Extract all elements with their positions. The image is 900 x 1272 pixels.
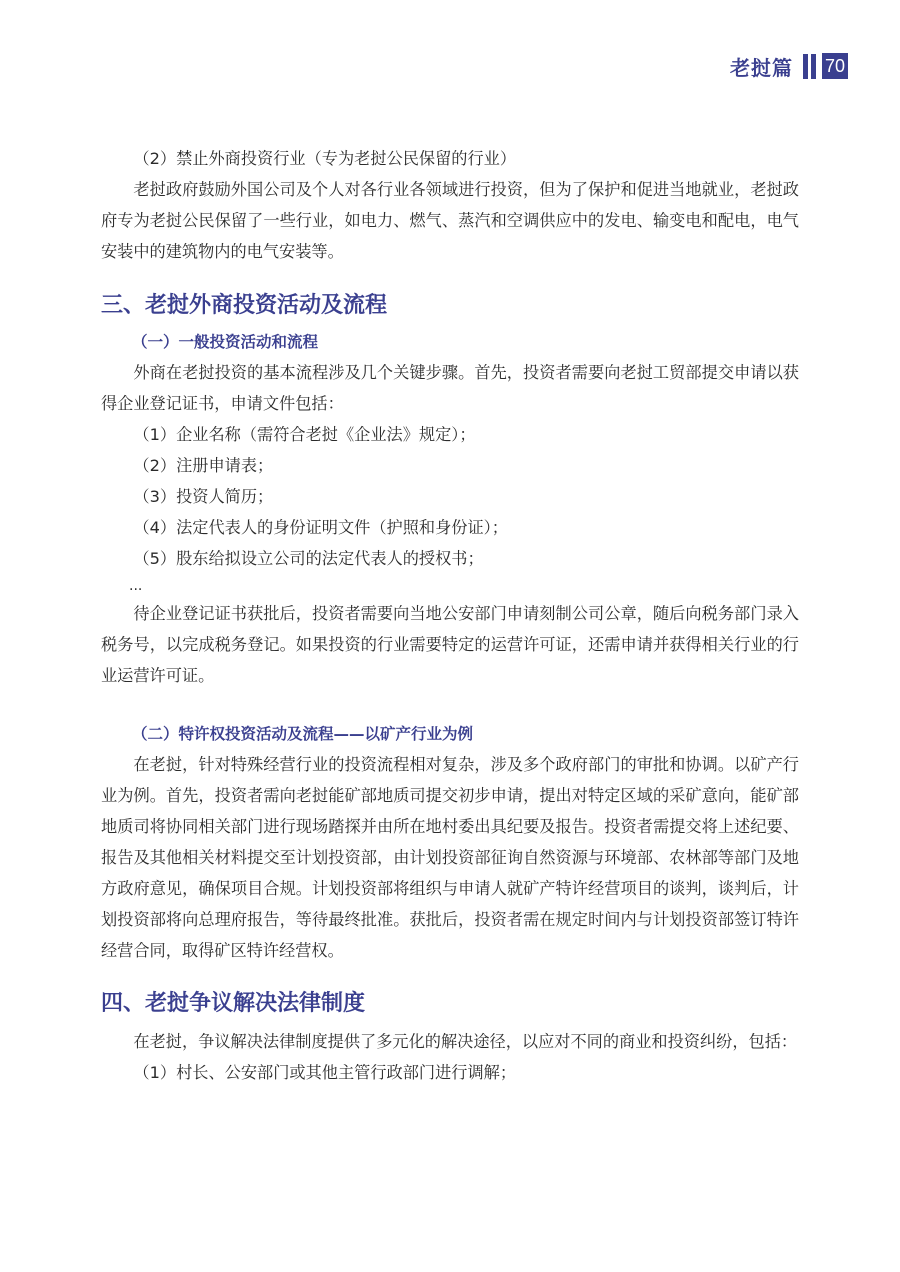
header-decoration [803, 54, 819, 79]
chapter-title: 老挝篇 [729, 55, 793, 80]
prohibited-industries-subtitle: （2）禁止外商投资行业（专为老挝公民保留的行业） [133, 149, 517, 168]
list-item: （5）股东给拟设立公司的法定代表人的授权书； [133, 549, 484, 568]
paragraph: 外商在老挝投资的基本流程涉及几个关键步骤。首先，投资者需要向老挝工贸部提交申请以获得企业登记证书，申请文件包括： [101, 363, 799, 413]
list-item: （1）村长、公安部门或其他主管行政部门进行调解； [133, 1063, 517, 1082]
list-item: （1）企业名称（需符合老挝《企业法》规定）； [133, 425, 476, 444]
page-number: 70 [822, 53, 848, 79]
page-header [730, 51, 848, 81]
subsection-heading: （一）一般投资活动和流程 [132, 333, 319, 351]
list-item: （2）注册申请表； [133, 456, 274, 475]
page-body [101, 143, 799, 1088]
paragraph: 老挝政府鼓励外国公司及个人对各行业各领域进行投资，但为了保护和促进当地就业，老挝政府专为老挝公民保留了一些行业，如电力、燃气、蒸汽和空调供应中的发电、输变电和配电，电气安装中的建筑物内的电气安装等。 [101, 180, 799, 261]
paragraph: 在老挝，争议解决法律制度提供了多元化的解决途径，以应对不同的商业和投资纠纷，包括： [133, 1032, 798, 1051]
subsection-heading: （二）特许权投资活动及流程——以矿产行业为例 [132, 725, 474, 743]
list-item: （4）法定代表人的身份证明文件（护照和身份证）； [133, 518, 508, 537]
list-item: （3）投资人简历； [133, 487, 274, 506]
header-bar [811, 54, 816, 79]
ellipsis: ... [129, 578, 143, 594]
paragraph: 待企业登记证书获批后，投资者需要向当地公安部门申请刻制公司公章，随后向税务部门录入税务号，以完成税务登记。如果投资的行业需要特定的运营许可证，还需申请并获得相关行业的行业运营许可证。 [101, 604, 799, 685]
paragraph: 在老挝，针对特殊经营行业的投资流程相对复杂，涉及多个政府部门的审批和协调。以矿产行业为例。首先，投资者需向老挝能矿部地质司提交初步申请，提出对特定区域的采矿意向，能矿部地质司将协同相关部门进行现场踏探并由所在地村委出具纪要及报告。投资者需提交将上述纪要、报告及其他相关材料提交至计划投资部，由计划投资部征询自然资源与环境部、农林部等部门及地方政府意见，确保项目合规。计划投资部将组织与申请人就矿产特许经营项目的谈判，谈判后，计划投资部将向总理府报告，等待最终批准。获批后，投资者需在规定时间内与计划投资部签订特许经营合同，取得矿区特许经营权。 [101, 755, 799, 960]
header-bar [803, 54, 808, 79]
section-heading: 三、老挝外商投资活动及流程 [101, 293, 388, 318]
section-heading: 四、老挝争议解决法律制度 [101, 991, 366, 1016]
